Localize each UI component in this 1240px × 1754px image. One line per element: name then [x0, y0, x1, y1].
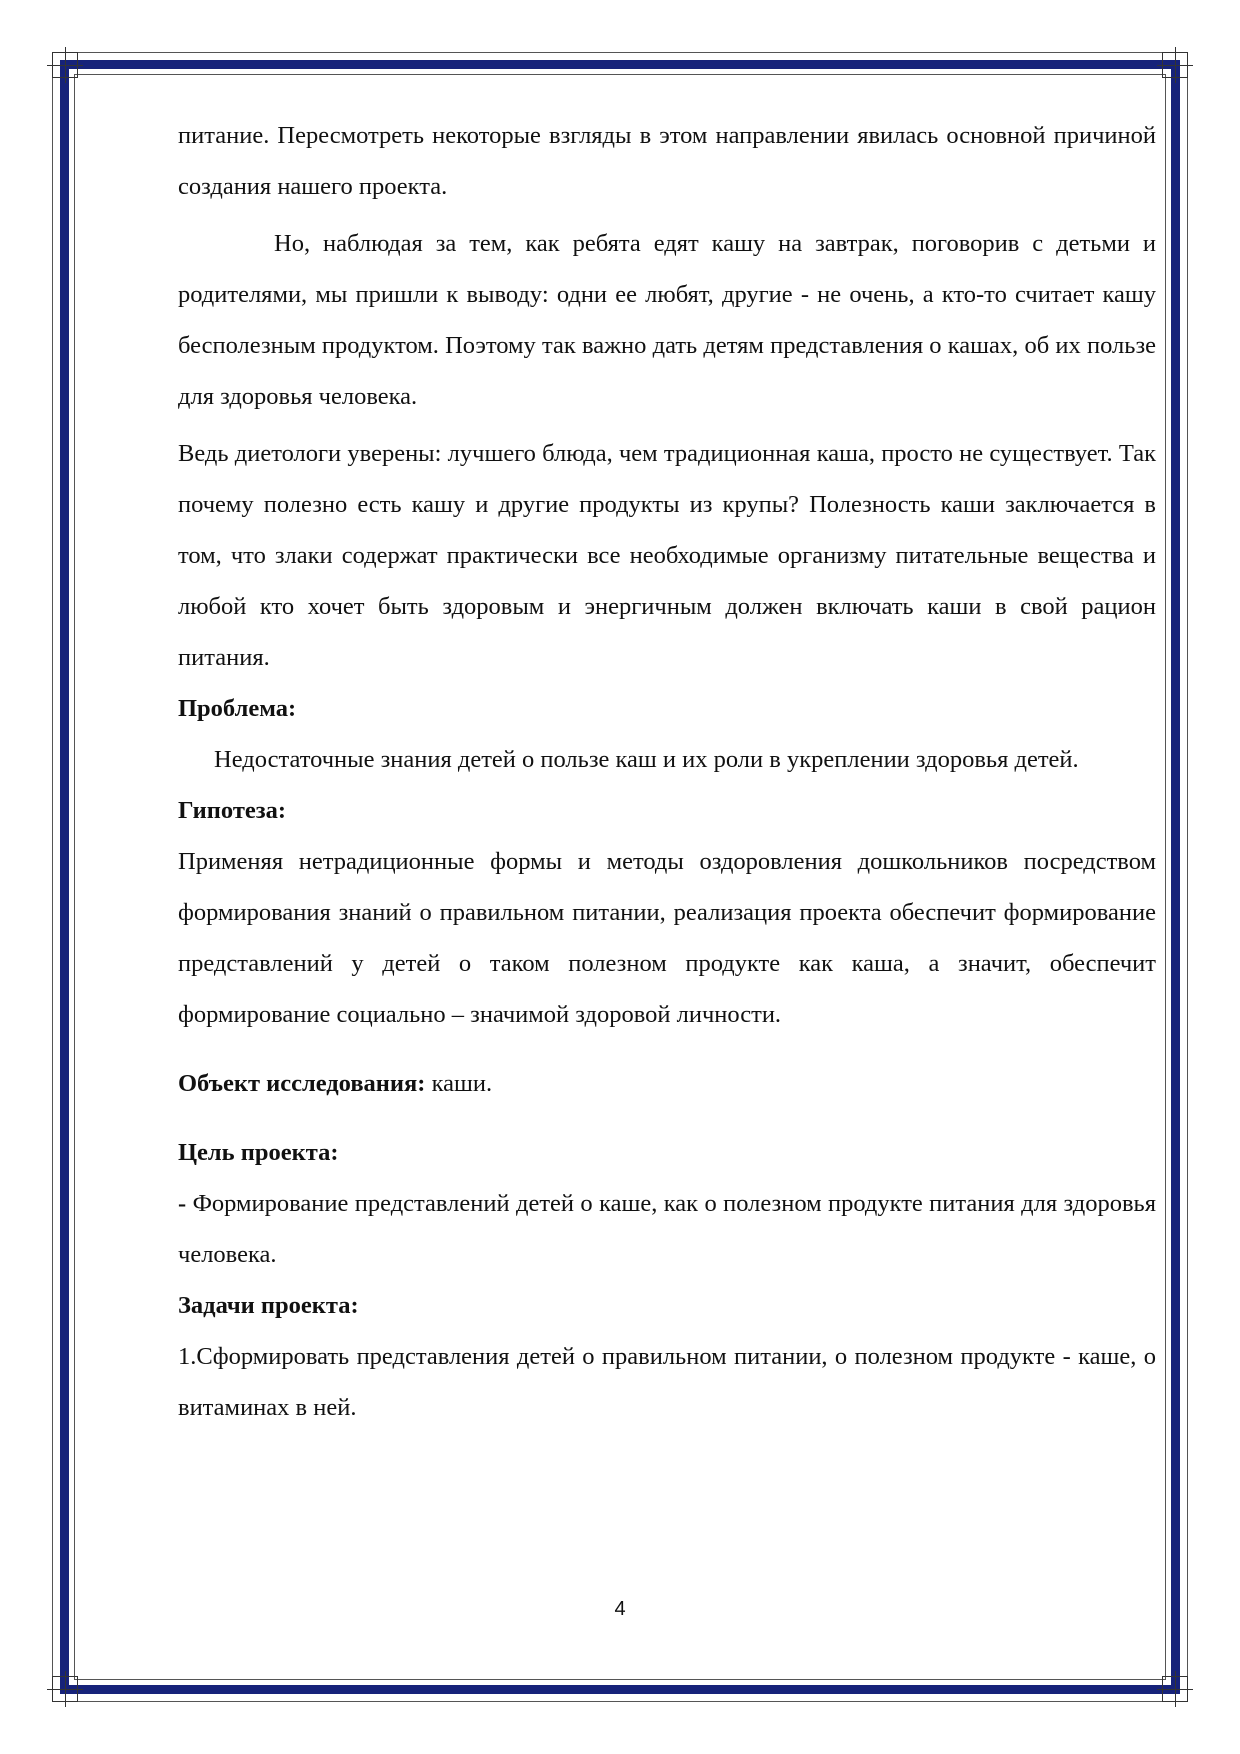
- problem-text: Недостаточные знания детей о пользе каш и их роли в укреплении здоровья детей.: [214, 746, 1079, 773]
- paragraph-observation: Но, наблюдая за тем, как ребята едят кашу на завтрак, поговорив с детьми и родителями, мы пришли к выводу: одни ее любят, другие - не очень, а кто-то считает кашу бесполезным продуктом. Поэтому так важно дать детям представления о кашах, об их пользе для здоровья человека.: [178, 230, 1156, 410]
- object-label: Объект исследования:: [178, 1070, 426, 1097]
- hypothesis-text: Применяя нетрадиционные формы и методы оздоровления дошкольников посредством формирования знаний о правильном питании, реализация проекта обеспечит формирование представлений у детей о таком полезном продукте как каша, а значит, обеспечит формирование социально – значимой здоровой личности.: [178, 848, 1156, 1028]
- object-line: [178, 1058, 1156, 1109]
- paragraph-intro: питание. Пересмотреть некоторые взгляды в этом направлении явилась основной причиной создания нашего проекта.: [178, 122, 1156, 200]
- document-body: [178, 110, 1156, 1433]
- hypothesis-heading: Гипотеза:: [178, 797, 286, 824]
- goal-heading: Цель проекта:: [178, 1139, 339, 1166]
- tasks-heading: Задачи проекта:: [178, 1292, 359, 1319]
- goal-dash: -: [178, 1190, 187, 1217]
- goal-line: [178, 1178, 1156, 1280]
- problem-heading: Проблема:: [178, 695, 297, 722]
- task-item: 1.Сформировать представления детей о правильном питании, о полезном продукте - каше, о витаминах в ней.: [178, 1343, 1156, 1421]
- page-number: 4: [614, 1598, 626, 1620]
- corner-ornament-bottom-right: [1162, 1676, 1188, 1702]
- corner-ornament-top-left: [52, 52, 78, 78]
- corner-ornament-top-right: [1162, 52, 1188, 78]
- goal-text: Формирование представлений детей о каше, как о полезном продукте питания для здоровья человека.: [178, 1190, 1156, 1268]
- object-value: каши.: [425, 1070, 493, 1097]
- corner-ornament-bottom-left: [52, 1676, 78, 1702]
- paragraph-dietologists: Ведь диетологи уверены: лучшего блюда, чем традиционная каша, просто не существует. Так почему полезно есть кашу и другие продукты из крупы? Полезность каши заключается в том, что злаки содержат практически все необходимые организму питательные вещества и любой кто хочет быть здоровым и энергичным должен включать каши в свой рацион питания.: [178, 440, 1156, 671]
